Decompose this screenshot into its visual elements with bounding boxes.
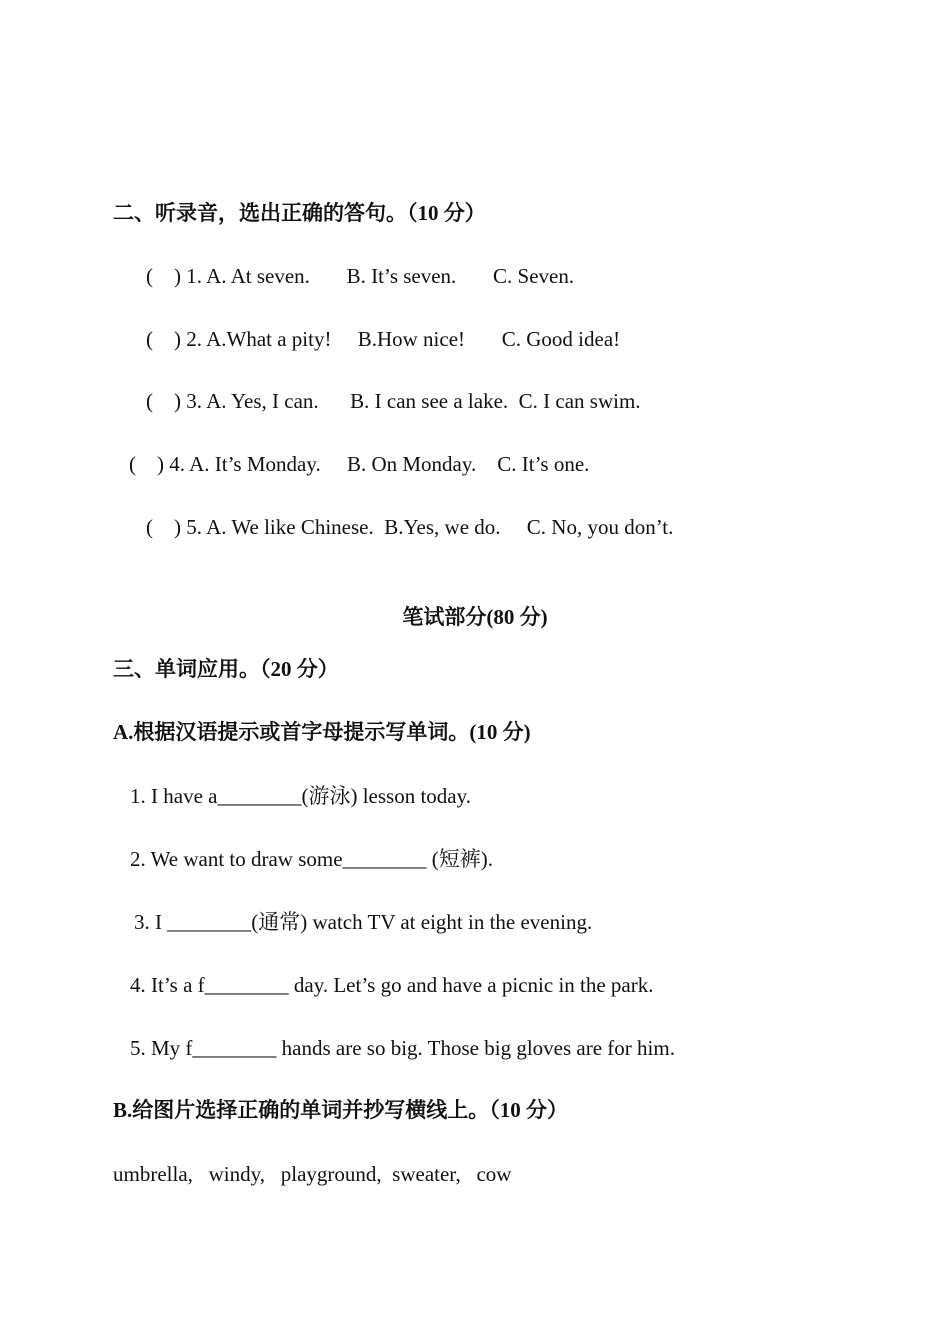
- listening-item-2: ( ) 2. A.What a pity! B.How nice! C. Good idea!: [146, 327, 621, 351]
- listening-item-1: ( ) 1. A. At seven. B. It’s seven. C. Seven.: [146, 264, 575, 288]
- word-item-4: 4. It’s a f________ day. Let’s go and have a picnic in the park.: [130, 973, 654, 997]
- word-bank: umbrella, windy, playground, sweater, cow: [113, 1162, 512, 1186]
- partB-heading: B.给图片选择正确的单词并抄写横线上。（10 分）: [113, 1098, 569, 1122]
- partA-heading: A.根据汉语提示或首字母提示写单词。(10 分): [113, 720, 531, 744]
- listening-item-4: ( ) 4. A. It’s Monday. B. On Monday. C. It’s one.: [129, 452, 590, 476]
- word-item-3: 3. I ________(通常) watch TV at eight in the evening.: [134, 910, 593, 934]
- listening-item-3: ( ) 3. A. Yes, I can. B. I can see a lake. C. I can swim.: [146, 389, 641, 413]
- word-item-1: 1. I have a________(游泳) lesson today.: [130, 784, 471, 808]
- word-item-2: 2. We want to draw some________ (短裤).: [130, 847, 494, 871]
- section2-heading: 二、听录音，选出正确的答句。（10 分）: [113, 201, 486, 225]
- section3-heading: 三、单词应用。（20 分）: [113, 657, 339, 681]
- written-part-title: 笔试部分(80 分): [402, 605, 548, 629]
- word-item-5: 5. My f________ hands are so big. Those big gloves are for him.: [130, 1036, 675, 1060]
- listening-item-5: ( ) 5. A. We like Chinese. B.Yes, we do. C. No, you don’t.: [146, 515, 674, 539]
